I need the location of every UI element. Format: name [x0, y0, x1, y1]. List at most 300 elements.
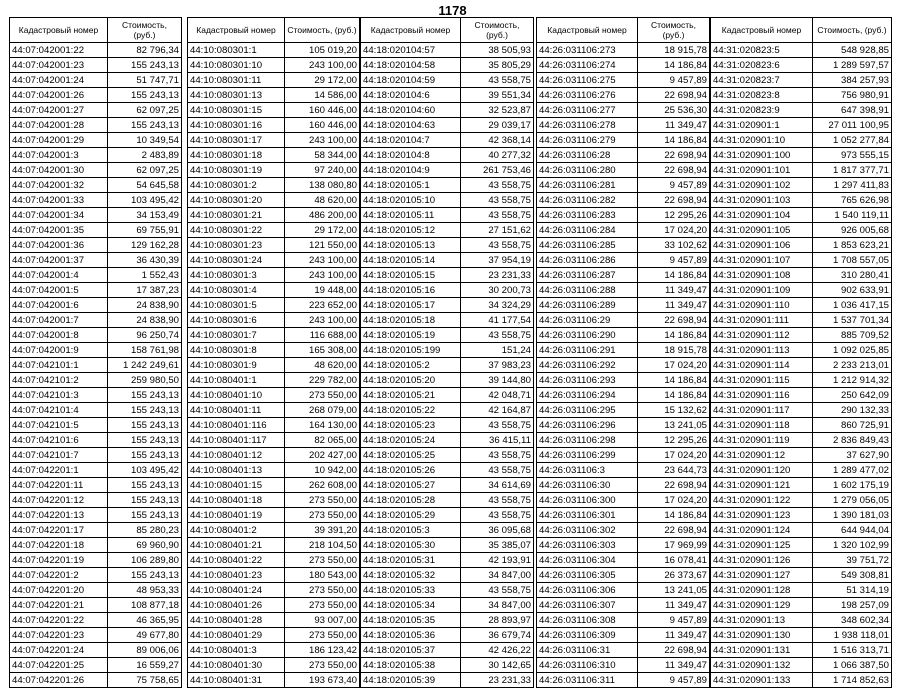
cadastral-number-cell: 44:26:031106:289	[537, 298, 638, 313]
table-row	[10, 208, 182, 223]
cost-cell: 82 065,00	[285, 433, 360, 448]
table-row	[361, 613, 534, 628]
cadastral-number-cell: 44:10:080401:10	[188, 388, 285, 403]
table-row	[10, 478, 182, 493]
table-row	[361, 403, 534, 418]
cost-cell: 28 893,97	[461, 613, 534, 628]
table-row	[711, 283, 892, 298]
cadastral-number-cell: 44:31:020823:6	[711, 58, 813, 73]
table-row	[361, 553, 534, 568]
cadastral-number-cell: 44:10:080401:15	[188, 478, 285, 493]
cadastral-number-cell: 44:07:042201:22	[10, 613, 108, 628]
cadastral-number-cell: 44:07:042001:37	[10, 253, 108, 268]
table-row	[188, 673, 360, 688]
cadastral-number-cell: 44:07:042201:12	[10, 493, 108, 508]
cadastral-number-cell: 44:07:042001:27	[10, 103, 108, 118]
cadastral-number-cell: 44:07:042201:23	[10, 628, 108, 643]
cadastral-number-cell: 44:07:042001:35	[10, 223, 108, 238]
cadastral-number-cell: 44:18:020105:20	[361, 373, 461, 388]
table-row	[10, 178, 182, 193]
cost-cell: 229 782,00	[285, 373, 360, 388]
cost-cell: 36 430,39	[108, 253, 182, 268]
table-row	[10, 523, 182, 538]
cadastral-number-cell: 44:31:020901:118	[711, 418, 813, 433]
table-row	[10, 568, 182, 583]
table-row	[10, 508, 182, 523]
cost-cell: 155 243,13	[108, 418, 182, 433]
cost-cell: 43 558,75	[461, 463, 534, 478]
table-row	[711, 358, 892, 373]
cadastral-number-cell: 44:26:031106:294	[537, 388, 638, 403]
cadastral-number-cell: 44:26:031106:299	[537, 448, 638, 463]
cadastral-number-cell: 44:18:020105:22	[361, 403, 461, 418]
table-row	[10, 643, 182, 658]
cost-cell: 243 100,00	[285, 58, 360, 73]
cadastral-number-cell: 44:31:020901:112	[711, 328, 813, 343]
table-row	[537, 178, 710, 193]
cost-cell: 11 349,47	[638, 118, 710, 133]
cost-cell: 54 645,58	[108, 178, 182, 193]
cost-cell: 89 006,06	[108, 643, 182, 658]
table-row	[10, 388, 182, 403]
table-row	[361, 253, 534, 268]
cadastral-number-cell: 44:31:020901:124	[711, 523, 813, 538]
cost-cell: 34 153,49	[108, 208, 182, 223]
cadastral-number-cell: 44:07:042001:7	[10, 313, 108, 328]
header-cost: Стоимость, (руб.)	[461, 18, 534, 43]
cadastral-number-cell: 44:10:080401:117	[188, 433, 285, 448]
cost-cell: 1 289 477,02	[813, 463, 892, 478]
table-row	[361, 373, 534, 388]
cadastral-number-cell: 44:18:020105:16	[361, 283, 461, 298]
table-row	[188, 238, 360, 253]
cadastral-table-2	[187, 17, 360, 688]
cadastral-number-cell: 44:31:020823:5	[711, 43, 813, 58]
header-cadastral-number: Кадастровый номер	[10, 18, 108, 43]
table-row	[10, 223, 182, 238]
cadastral-number-cell: 44:18:020105:17	[361, 298, 461, 313]
table-row	[10, 658, 182, 673]
cost-cell: 14 186,84	[638, 388, 710, 403]
table-row	[361, 193, 534, 208]
cost-cell: 2 233 213,01	[813, 358, 892, 373]
table-row	[361, 568, 534, 583]
table-row	[10, 298, 182, 313]
cadastral-number-cell: 44:07:042101:4	[10, 403, 108, 418]
cost-cell: 37 954,19	[461, 253, 534, 268]
table-row	[711, 313, 892, 328]
table-row	[188, 553, 360, 568]
cadastral-number-cell: 44:26:031106:291	[537, 343, 638, 358]
table-row	[537, 673, 710, 688]
cost-cell: 75 758,65	[108, 673, 182, 688]
header-cadastral-number: Кадастровый номер	[537, 18, 638, 43]
table-header-row	[361, 18, 534, 43]
cost-cell: 243 100,00	[285, 133, 360, 148]
cost-cell: 26 373,67	[638, 568, 710, 583]
cadastral-number-cell: 44:18:020105:199	[361, 343, 461, 358]
cost-cell: 39 551,34	[461, 88, 534, 103]
cadastral-number-cell: 44:18:020105:13	[361, 238, 461, 253]
cost-cell: 155 243,13	[108, 478, 182, 493]
table-row	[361, 223, 534, 238]
cadastral-number-cell: 44:10:080401:19	[188, 508, 285, 523]
cadastral-number-cell: 44:26:031106:30	[537, 478, 638, 493]
cost-cell: 243 100,00	[285, 313, 360, 328]
cadastral-number-cell: 44:07:042001:3	[10, 148, 108, 163]
table-row	[361, 283, 534, 298]
cost-cell: 69 960,90	[108, 538, 182, 553]
cost-cell: 42 368,14	[461, 133, 534, 148]
table-row	[537, 103, 710, 118]
cost-cell: 548 928,85	[813, 43, 892, 58]
cadastral-number-cell: 44:10:080301:7	[188, 328, 285, 343]
table-row	[188, 523, 360, 538]
cadastral-number-cell: 44:18:020104:63	[361, 118, 461, 133]
cadastral-number-cell: 44:07:042001:22	[10, 43, 108, 58]
cost-cell: 34 847,00	[461, 568, 534, 583]
table-row	[361, 418, 534, 433]
cadastral-number-cell: 44:26:031106:284	[537, 223, 638, 238]
cadastral-number-cell: 44:07:042001:23	[10, 58, 108, 73]
cost-cell: 486 200,00	[285, 208, 360, 223]
cost-cell: 22 698,94	[638, 148, 710, 163]
table-row	[188, 343, 360, 358]
cadastral-number-cell: 44:18:020105:23	[361, 418, 461, 433]
cost-cell: 1 092 025,85	[813, 343, 892, 358]
table-row	[361, 328, 534, 343]
cost-cell: 160 446,00	[285, 118, 360, 133]
cadastral-number-cell: 44:18:020105:11	[361, 208, 461, 223]
cadastral-number-cell: 44:10:080401:29	[188, 628, 285, 643]
table-row	[10, 448, 182, 463]
cadastral-number-cell: 44:07:042101:7	[10, 448, 108, 463]
cost-cell: 34 847,00	[461, 598, 534, 613]
cadastral-number-cell: 44:31:020823:7	[711, 73, 813, 88]
cost-cell: 13 241,05	[638, 583, 710, 598]
cost-cell: 43 558,75	[461, 208, 534, 223]
table-row	[10, 358, 182, 373]
table-row	[10, 673, 182, 688]
cadastral-number-cell: 44:31:020901:102	[711, 178, 813, 193]
cadastral-number-cell: 44:18:020104:60	[361, 103, 461, 118]
cadastral-number-cell: 44:07:042001:5	[10, 283, 108, 298]
cost-cell: 22 698,94	[638, 88, 710, 103]
table-row	[188, 508, 360, 523]
cost-cell: 1 537 701,34	[813, 313, 892, 328]
cadastral-number-cell: 44:07:042001:29	[10, 133, 108, 148]
cadastral-number-cell: 44:31:020901:114	[711, 358, 813, 373]
cost-cell: 23 644,73	[638, 463, 710, 478]
cadastral-number-cell: 44:18:020105:39	[361, 673, 461, 688]
cadastral-number-cell: 44:07:042201:24	[10, 643, 108, 658]
cadastral-number-cell: 44:10:080301:24	[188, 253, 285, 268]
cadastral-number-cell: 44:18:020105:27	[361, 478, 461, 493]
table-row	[188, 73, 360, 88]
cost-cell: 103 495,42	[108, 463, 182, 478]
table-row	[711, 658, 892, 673]
table-row	[537, 133, 710, 148]
table-row	[537, 433, 710, 448]
cost-cell: 2 836 849,43	[813, 433, 892, 448]
table-row	[711, 493, 892, 508]
table-row	[188, 178, 360, 193]
cost-cell: 14 586,00	[285, 88, 360, 103]
cost-cell: 1 817 377,71	[813, 163, 892, 178]
cost-cell: 151,24	[461, 343, 534, 358]
cadastral-number-cell: 44:18:020105:26	[361, 463, 461, 478]
cadastral-number-cell: 44:07:042201:2	[10, 568, 108, 583]
table-row	[361, 208, 534, 223]
table-row	[10, 493, 182, 508]
cadastral-number-cell: 44:10:080401:3	[188, 643, 285, 658]
cost-cell: 43 558,75	[461, 418, 534, 433]
table-row	[537, 418, 710, 433]
cadastral-number-cell: 44:10:080401:12	[188, 448, 285, 463]
cadastral-number-cell: 44:10:080401:31	[188, 673, 285, 688]
cost-cell: 35 805,29	[461, 58, 534, 73]
cost-cell: 43 558,75	[461, 178, 534, 193]
cadastral-number-cell: 44:18:020104:57	[361, 43, 461, 58]
table-header-row	[711, 18, 892, 43]
table-row	[361, 433, 534, 448]
cost-cell: 106 289,80	[108, 553, 182, 568]
table-row	[188, 448, 360, 463]
cost-cell: 9 457,89	[638, 73, 710, 88]
table-row	[10, 58, 182, 73]
table-row	[10, 268, 182, 283]
table-row	[711, 388, 892, 403]
table-row	[10, 148, 182, 163]
table-row	[537, 463, 710, 478]
cost-cell: 43 558,75	[461, 493, 534, 508]
table-row	[361, 73, 534, 88]
cadastral-number-cell: 44:18:020105:35	[361, 613, 461, 628]
table-row	[711, 433, 892, 448]
cadastral-number-cell: 44:26:031106:298	[537, 433, 638, 448]
cadastral-number-cell: 44:31:020901:104	[711, 208, 813, 223]
cadastral-number-cell: 44:07:042001:28	[10, 118, 108, 133]
table-row	[188, 628, 360, 643]
cost-cell: 34 324,29	[461, 298, 534, 313]
cost-cell: 12 295,26	[638, 433, 710, 448]
cost-cell: 37 983,23	[461, 358, 534, 373]
cost-cell: 24 838,90	[108, 298, 182, 313]
cadastral-number-cell: 44:26:031106:310	[537, 658, 638, 673]
cost-cell: 17 024,20	[638, 493, 710, 508]
table-row	[537, 238, 710, 253]
table-row	[711, 238, 892, 253]
table-row	[711, 373, 892, 388]
table-row	[711, 343, 892, 358]
cost-cell: 27 151,62	[461, 223, 534, 238]
table-row	[361, 148, 534, 163]
table-row	[711, 613, 892, 628]
table-row	[361, 463, 534, 478]
cost-cell: 43 558,75	[461, 73, 534, 88]
cadastral-number-cell: 44:18:020104:59	[361, 73, 461, 88]
cost-cell: 218 104,50	[285, 538, 360, 553]
cost-cell: 40 277,32	[461, 148, 534, 163]
cadastral-number-cell: 44:31:020901:110	[711, 298, 813, 313]
cost-cell: 1 052 277,84	[813, 133, 892, 148]
cost-cell: 18 915,78	[638, 343, 710, 358]
cost-cell: 39 144,80	[461, 373, 534, 388]
cost-cell: 155 243,13	[108, 448, 182, 463]
cadastral-number-cell: 44:26:031106:296	[537, 418, 638, 433]
cadastral-number-cell: 44:31:020901:126	[711, 553, 813, 568]
table-row	[361, 583, 534, 598]
cost-cell: 11 349,47	[638, 658, 710, 673]
cadastral-number-cell: 44:26:031106:275	[537, 73, 638, 88]
table-header-row	[188, 18, 360, 43]
table-row	[188, 313, 360, 328]
table-row	[10, 418, 182, 433]
cadastral-number-cell: 44:10:080301:3	[188, 268, 285, 283]
table-row	[188, 208, 360, 223]
cost-cell: 973 555,15	[813, 148, 892, 163]
table-row	[537, 643, 710, 658]
cost-cell: 11 349,47	[638, 598, 710, 613]
cost-cell: 39 751,72	[813, 553, 892, 568]
cost-cell: 193 673,40	[285, 673, 360, 688]
cost-cell: 25 536,30	[638, 103, 710, 118]
cadastral-number-cell: 44:31:020901:111	[711, 313, 813, 328]
table-row	[711, 628, 892, 643]
table-row	[361, 538, 534, 553]
cadastral-number-cell: 44:26:031106:295	[537, 403, 638, 418]
table-row	[711, 118, 892, 133]
table-row	[188, 643, 360, 658]
table-row	[188, 58, 360, 73]
cadastral-number-cell: 44:18:020105:1	[361, 178, 461, 193]
cost-cell: 1 390 181,03	[813, 508, 892, 523]
cost-cell: 62 097,25	[108, 103, 182, 118]
table-row	[188, 613, 360, 628]
cost-cell: 22 698,94	[638, 478, 710, 493]
table-row	[537, 118, 710, 133]
table-row	[188, 298, 360, 313]
cadastral-number-cell: 44:10:080301:1	[188, 43, 285, 58]
cost-cell: 9 457,89	[638, 673, 710, 688]
table-row	[361, 358, 534, 373]
table-row	[10, 538, 182, 553]
cadastral-number-cell: 44:10:080301:20	[188, 193, 285, 208]
table-row	[361, 628, 534, 643]
cost-cell: 1 602 175,19	[813, 478, 892, 493]
cost-cell: 42 048,71	[461, 388, 534, 403]
cost-cell: 97 240,00	[285, 163, 360, 178]
table-row	[10, 598, 182, 613]
cost-cell: 860 725,91	[813, 418, 892, 433]
table-row	[10, 73, 182, 88]
cadastral-number-cell: 44:31:020901:103	[711, 193, 813, 208]
cadastral-number-cell: 44:26:031106:278	[537, 118, 638, 133]
cadastral-number-cell: 44:07:042201:21	[10, 598, 108, 613]
table-row	[361, 343, 534, 358]
cadastral-number-cell: 44:31:020901:106	[711, 238, 813, 253]
cadastral-number-cell: 44:10:080401:11	[188, 403, 285, 418]
cost-cell: 243 100,00	[285, 253, 360, 268]
cadastral-number-cell: 44:10:080301:19	[188, 163, 285, 178]
cadastral-number-cell: 44:07:042001:9	[10, 343, 108, 358]
table-row	[188, 568, 360, 583]
cost-cell: 32 523,87	[461, 103, 534, 118]
cadastral-number-cell: 44:18:020105:30	[361, 538, 461, 553]
cadastral-number-cell: 44:18:020105:37	[361, 643, 461, 658]
table-row	[361, 508, 534, 523]
cost-cell: 62 097,25	[108, 163, 182, 178]
table-row	[537, 148, 710, 163]
table-row	[711, 208, 892, 223]
cost-cell: 23 231,33	[461, 268, 534, 283]
table-row	[188, 223, 360, 238]
cadastral-number-cell: 44:10:080301:16	[188, 118, 285, 133]
cadastral-number-cell: 44:10:080401:21	[188, 538, 285, 553]
cadastral-number-cell: 44:10:080301:15	[188, 103, 285, 118]
table-row	[188, 148, 360, 163]
cadastral-number-cell: 44:10:080301:23	[188, 238, 285, 253]
table-row	[537, 223, 710, 238]
cost-cell: 14 186,84	[638, 328, 710, 343]
cadastral-number-cell: 44:10:080301:18	[188, 148, 285, 163]
cost-cell: 29 039,17	[461, 118, 534, 133]
cadastral-number-cell: 44:31:020901:101	[711, 163, 813, 178]
table-row	[188, 193, 360, 208]
cost-cell: 644 944,04	[813, 523, 892, 538]
cost-cell: 1 066 387,50	[813, 658, 892, 673]
table-row	[711, 538, 892, 553]
table-row	[188, 493, 360, 508]
cadastral-number-cell: 44:10:080401:23	[188, 568, 285, 583]
cost-cell: 273 550,00	[285, 388, 360, 403]
cost-cell: 164 130,00	[285, 418, 360, 433]
table-row	[361, 238, 534, 253]
cadastral-number-cell: 44:18:020104:58	[361, 58, 461, 73]
cadastral-number-cell: 44:31:020901:105	[711, 223, 813, 238]
cadastral-number-cell: 44:10:080301:22	[188, 223, 285, 238]
cost-cell: 18 915,78	[638, 43, 710, 58]
cost-cell: 14 186,84	[638, 133, 710, 148]
cost-cell: 9 457,89	[638, 178, 710, 193]
table-row	[537, 583, 710, 598]
cadastral-number-cell: 44:07:042001:26	[10, 88, 108, 103]
table-row	[188, 118, 360, 133]
cost-cell: 34 614,69	[461, 478, 534, 493]
cost-cell: 1 540 119,11	[813, 208, 892, 223]
cadastral-number-cell: 44:07:042201:13	[10, 508, 108, 523]
cadastral-number-cell: 44:26:031106:306	[537, 583, 638, 598]
cadastral-number-cell: 44:31:020901:108	[711, 268, 813, 283]
cadastral-number-cell: 44:10:080301:9	[188, 358, 285, 373]
cost-cell: 9 457,89	[638, 253, 710, 268]
cadastral-number-cell: 44:26:031106:305	[537, 568, 638, 583]
table-row	[537, 313, 710, 328]
table-row	[10, 118, 182, 133]
cadastral-number-cell: 44:07:042201:11	[10, 478, 108, 493]
table-row	[361, 58, 534, 73]
cost-cell: 273 550,00	[285, 658, 360, 673]
cadastral-number-cell: 44:26:031106:288	[537, 283, 638, 298]
cadastral-number-cell: 44:10:080401:13	[188, 463, 285, 478]
cadastral-number-cell: 44:26:031106:293	[537, 373, 638, 388]
cost-cell: 22 698,94	[638, 523, 710, 538]
cadastral-number-cell: 44:31:020901:107	[711, 253, 813, 268]
cadastral-number-cell: 44:18:020105:34	[361, 598, 461, 613]
table-row	[711, 673, 892, 688]
table-row	[188, 253, 360, 268]
table-row	[361, 43, 534, 58]
